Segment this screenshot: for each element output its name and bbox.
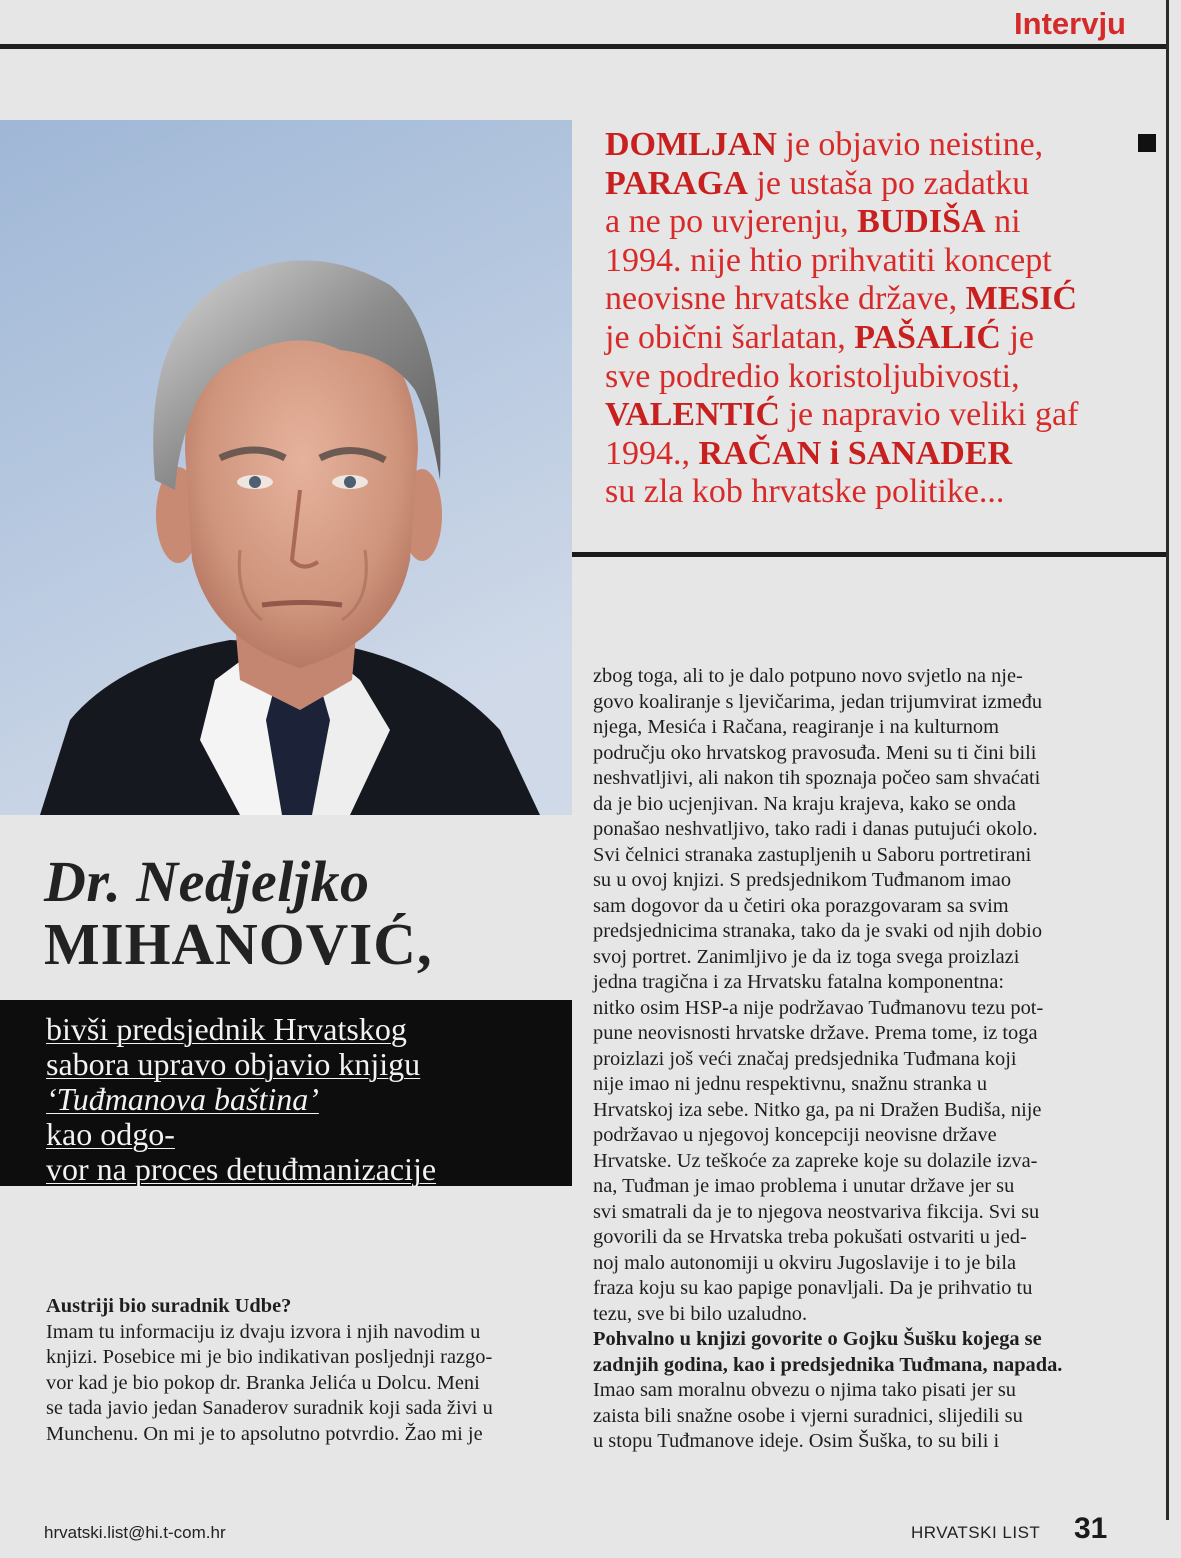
text-line: govo koaliranje s ljevičarima, jedan trijumvirat između [593, 690, 1043, 713]
text-line: pune neovisnosti hrvatske države. Prema tome, iz toga [593, 1022, 1038, 1044]
text-line: svoj portret. Zanimljivo je da iz toga svega proizlazi [593, 945, 1020, 968]
subtitle-line: sabora upravo objavio knjigu [46, 1046, 421, 1082]
text-line: svi smatrali da je to njegova neostvariva fikcija. Svi su [593, 1200, 1040, 1223]
text-line: ponašao neshvatljivo, tako radi i danas putujući okolo. [593, 818, 1038, 840]
pull-quote-line: DOMLJAN je objavio neistine, [605, 126, 1044, 163]
right-text-column [593, 664, 1105, 1455]
subtitle-text [46, 1012, 566, 1187]
right-margin-rule [1166, 0, 1169, 1520]
text-line: neshvatljivi, ali nakon tih spoznaja počeo sam shvaćati [593, 767, 1041, 789]
text-line: vor kad je bio pokop dr. Branka Jelića u Dolcu. Meni [46, 1371, 480, 1394]
pull-quote-line: 1994. nije htio prihvatiti koncept [605, 241, 1052, 279]
text-line: Pohvalno u knjizi govorite o Gojku Šušku kojega se [593, 1328, 1042, 1350]
pull-quote-rule [572, 552, 1166, 557]
pull-quote-line: je obični šarlatan, PAŠALIĆ je [605, 318, 1035, 356]
text-line: podržavao u njegovoj koncepciji neovisne države [593, 1124, 997, 1146]
text-line: knjizi. Posebice mi je bio indikativan posljednji razgo- [46, 1346, 493, 1368]
interviewee-name-last: MIHANOVIĆ, [44, 911, 433, 977]
page-number: 31 [1074, 1512, 1108, 1545]
quote-marker-square [1138, 134, 1156, 152]
left-text-column [46, 1294, 566, 1447]
text-line: zbog toga, ali to je dalo potpuno novo svjetlo na nje- [593, 665, 1023, 687]
text-line: fraza koju su kao papige ponavljali. Da je prihvatio tu [593, 1277, 1033, 1299]
text-line: Hrvatske. Uz teškoće za zapreke koje su dolazile izva- [593, 1149, 1038, 1172]
text-line: se tada javio jedan Sanaderov suradnik koji sada živi u [46, 1397, 493, 1419]
text-line: Austriji bio suradnik Udbe? [46, 1295, 292, 1317]
text-line: su u ovoj knjizi. S predsjednikom Tuđmanom imao [593, 869, 1012, 891]
pull-quote-line: a ne po uvjerenju, BUDIŠA ni [605, 203, 1021, 241]
pull-quote-line: neovisne hrvatske države, MESIĆ [605, 280, 1078, 318]
text-line: Imam tu informaciju iz dvaju izvora i njih navodim u [46, 1320, 481, 1343]
text-line: tezu, sve bi bilo uzaludno. [593, 1302, 808, 1325]
text-line: Svi čelnici stranaka zastupljenih u Saboru portretirani [593, 843, 1032, 866]
text-line: području oko hrvatskog pravosuđa. Meni su ti čini bili [593, 741, 1037, 764]
footer-publication: HRVATSKI LIST [911, 1523, 1041, 1542]
text-line: zaista bili snažne osobe i vjerni suradnici, slijedili su [593, 1404, 1023, 1427]
text-line: sam dogovor da u četiri oka porazgovaram sa svim [593, 894, 1009, 917]
pull-quote-line: su zla kob hrvatske politike... [605, 473, 1005, 511]
text-line: govorili da se Hrvatska treba pokušati ostvariti u jed- [593, 1226, 1027, 1248]
text-line: Imao sam moralnu obvezu o njima tako pisati jer su [593, 1379, 1017, 1401]
subtitle-line: ‘Tuđmanova baština’ kao odgo- [46, 1081, 319, 1152]
pull-quote-line: VALENTIĆ je napravio veliki gaf [605, 396, 1079, 434]
text-line: na, Tuđman je imao problema i unutar države jer su [593, 1175, 1015, 1197]
text-line: nitko osim HSP-a nije podržavao Tuđmanovu tezu pot- [593, 996, 1044, 1019]
interviewee-name-first: Dr. Nedjeljko [44, 849, 370, 914]
pull-quote-line: sve podredio koristoljubivosti, [605, 357, 1020, 395]
top-rule [0, 44, 1166, 49]
text-line: Munchenu. On mi je to apsolutno potvrdio. Žao mi je [46, 1422, 483, 1445]
pull-quote-line: PARAGA je ustaša po zadatku [605, 164, 1030, 202]
text-line: predsjednicima stranaka, tako da je svaki od njih dobio [593, 920, 1043, 942]
text-line: jedna tragična i za Hrvatsku fatalna komponentna: [593, 971, 1005, 993]
subtitle-line: bivši predsjednik Hrvatskog [46, 1011, 407, 1047]
section-tag: Intervju [1014, 6, 1126, 41]
text-line: zadnjih godina, kao i predsjednika Tuđmana, napada. [593, 1353, 1063, 1376]
subtitle-line: vor na proces detuđmanizacije [46, 1151, 437, 1187]
text-line: njega, Mesića i Račana, reagiranje i na kulturnom [593, 716, 999, 738]
text-line: u stopu Tuđmanove ideje. Osim Šuška, to su bili i [593, 1430, 1000, 1452]
pull-quote [605, 126, 1125, 512]
text-line: proizlazi još veći značaj predsjednika Tuđmana koji [593, 1047, 1017, 1070]
text-line: nije imao ni jednu respektivnu, snažnu stranka u [593, 1073, 988, 1095]
portrait-photo [0, 120, 572, 815]
text-line: da je bio ucjenjivan. Na kraju krajeva, kako se onda [593, 792, 1016, 815]
footer-email: hrvatski.list@hi.t-com.hr [44, 1523, 226, 1542]
text-line: noj malo autonomiji u okviru Jugoslavije i to je bila [593, 1251, 1017, 1274]
pull-quote-line: 1994., RAČAN i SANADER [605, 434, 1013, 472]
text-line: Hrvatskoj iza sebe. Nitko ga, pa ni Dražen Budiša, nije [593, 1098, 1042, 1121]
